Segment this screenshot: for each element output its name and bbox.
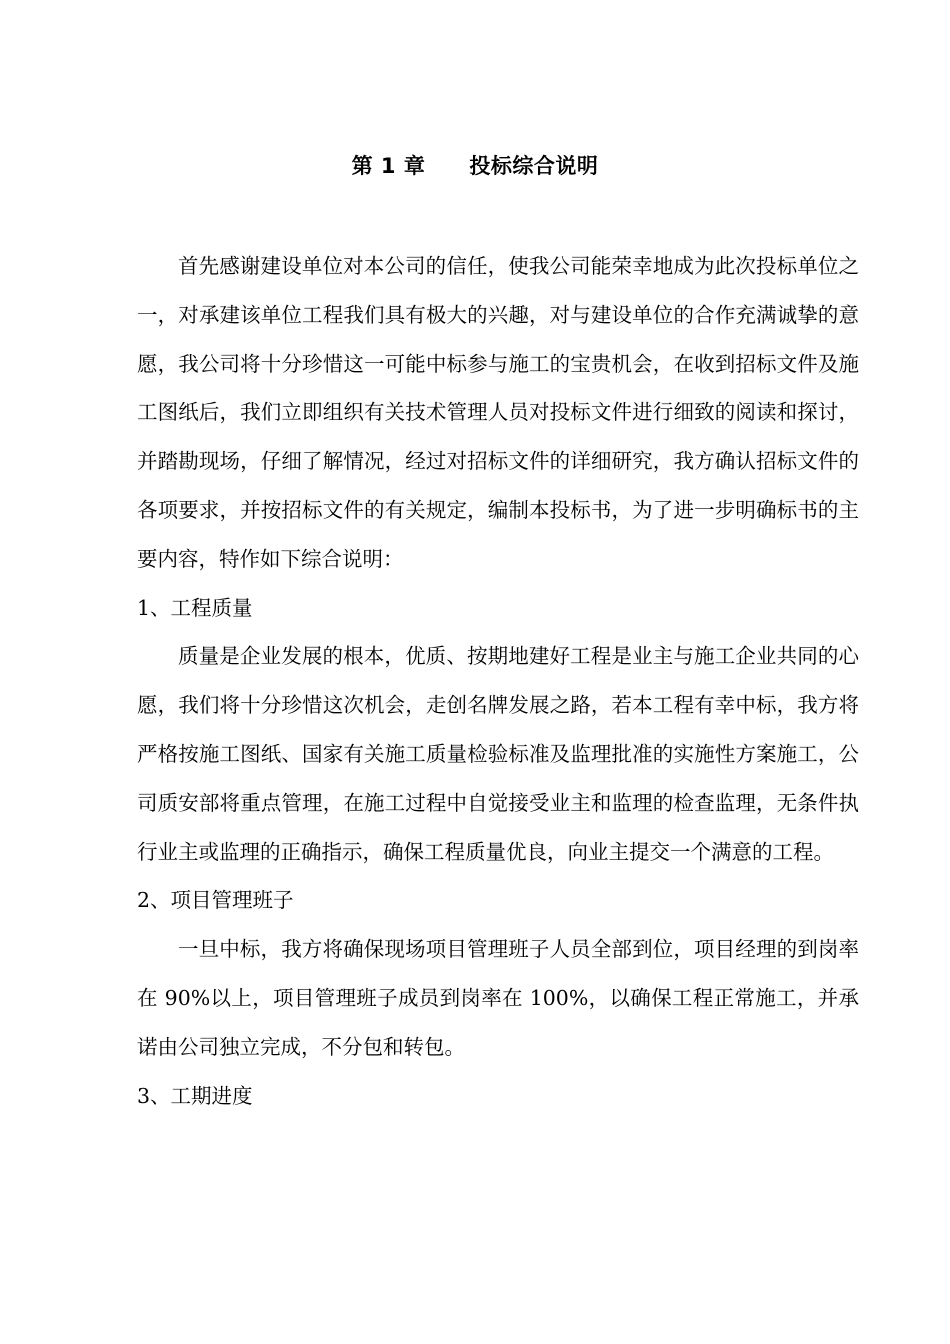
intro-paragraph: 首先感谢建设单位对本公司的信任，使我公司能荣幸地成为此次投标单位之一，对承建该单位工程我们具有极大的兴趣，对与建设单位的合作充满诚挚的意愿，我公司将十分珍惜这一可能中标参与施工的宝贵机会，在收到招标文件及施工图纸后，我们立即组织有关技术管理人员对投标文件进行细致的阅读和探讨，并踏勘现场，仔细了解情况，经过对招标文件的详细研究，我方确认招标文件的各项要求，并按招标文件的有关规定，编制本投标书，为了进一步明确标书的主要内容，特作如下综合说明： (137, 254, 859, 571)
section-body-management-team: 一旦中标，我方将确保现场项目管理班子人员全部到位，项目经理的到岗率在 90%以上，项目管理班子成员到岗率在 100%，以确保工程正常施工，并承诺由公司独立完成，不分包和转包。 (137, 937, 859, 1059)
chapter-title (0, 148, 950, 184)
section-heading-quality: 1、工程质量 (137, 595, 253, 620)
document-body (137, 242, 859, 1120)
chapter-number: 第 1 章 (351, 154, 426, 178)
section-body-quality: 质量是企业发展的根本，优质、按期地建好工程是业主与施工企业共同的心愿，我们将十分珍惜这次机会，走创名牌发展之路，若本工程有幸中标，我方将严格按施工图纸、国家有关施工质量检验标准及监理批准的实施性方案施工，公司质安部将重点管理，在施工过程中自觉接受业主和监理的检查监理，无条件执行业主或监理的正确指示，确保工程质量优良，向业主提交一个满意的工程。 (137, 644, 859, 864)
section-heading-management-team: 2、项目管理班子 (137, 888, 294, 913)
section-heading-schedule: 3、工期进度 (137, 1083, 253, 1108)
chapter-title-text: 投标综合说明 (469, 154, 599, 178)
